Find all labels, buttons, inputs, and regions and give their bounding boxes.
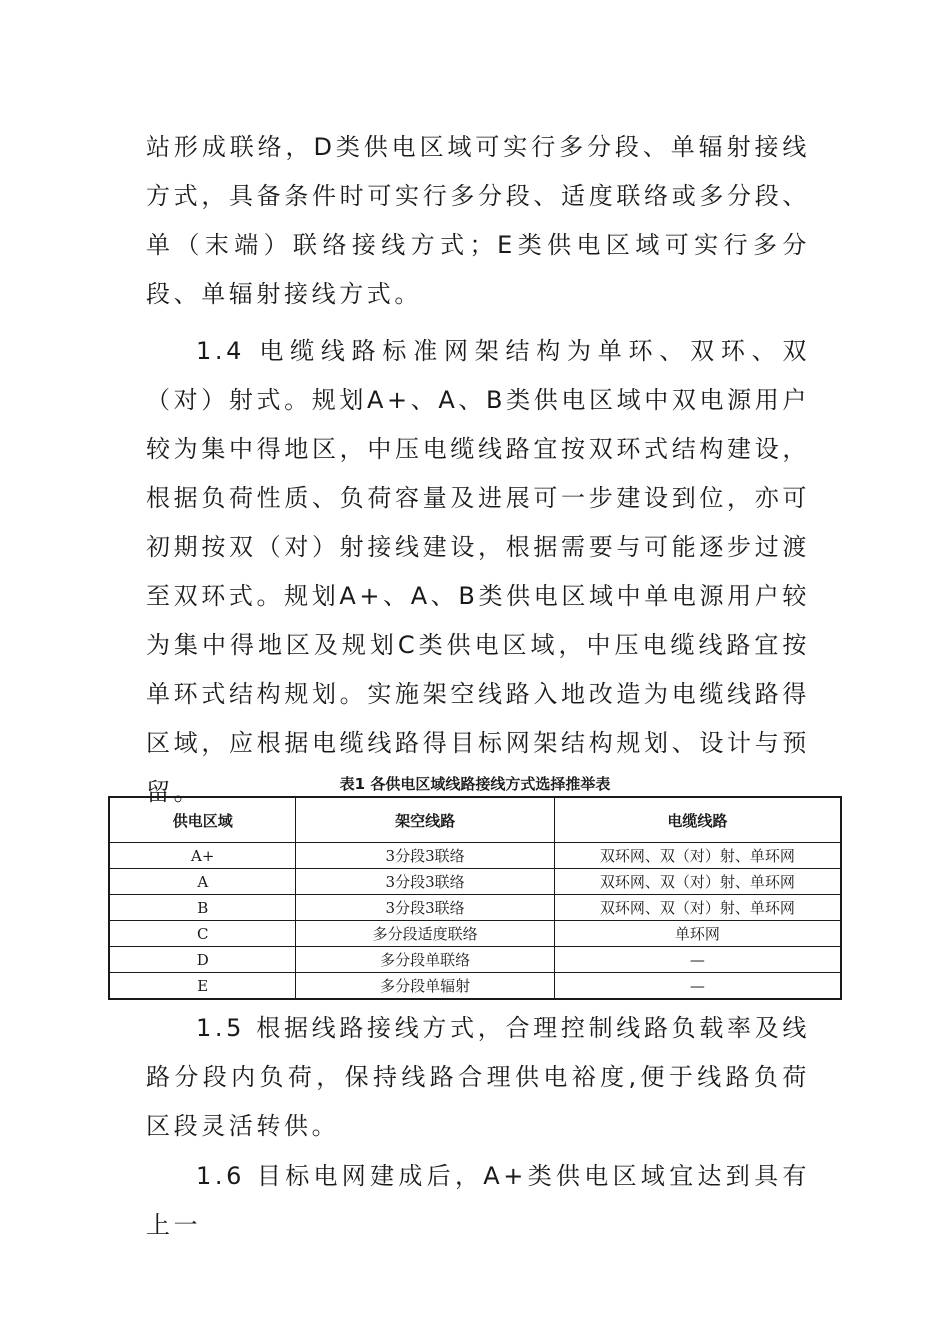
cell-overhead: 多分段适度联络 [296,921,554,947]
table-row [109,947,841,973]
cell-area: A [109,869,296,895]
table-header-row [109,797,841,843]
table-row [109,921,841,947]
cell-overhead: 3分段3联络 [296,843,554,869]
cell-cable: 单环网 [554,921,841,947]
table-row [109,973,841,1000]
table-row [109,843,841,869]
paragraph-1-5: 1.5 根据线路接线方式，合理控制线路负载率及线路分段内负荷，保持线路合理供电裕度,便于线路负荷区段灵活转供。 [146,1014,810,1140]
cell-cable: — [554,973,841,1000]
cell-cable: 双环网、双（对）射、单环网 [554,869,841,895]
cell-overhead: 多分段单辐射 [296,973,554,1000]
cell-area: C [109,921,296,947]
cell-overhead: 3分段3联络 [296,895,554,921]
cell-cable: 双环网、双（对）射、单环网 [554,895,841,921]
header-cable-line: 电缆线路 [554,797,841,843]
cell-cable: — [554,947,841,973]
paragraph-1-4: 1.4 电缆线路标准网架结构为单环、双环、双（对）射式。规划A+、A、B类供电区域中双电源用户较为集中得地区，中压电缆线路宜按双环式结构建设，根据负荷性质、负荷容量及进展可一步建设到位，亦可初期按双（对）射接线建设，根据需要与可能逐步过渡至双环式。规划A+、A、B类供电区域中单电源用户较为集中得地区及规划C类供电区域，中压电缆线路宜按单环式结构规划。实施架空线路入地改造为电缆线路得区域，应根据电缆线路得目标网架结构规划、设计与预留。 [146,337,810,806]
wiring-mode-table [108,796,842,1000]
header-supply-area: 供电区域 [109,797,296,843]
header-overhead-line: 架空线路 [296,797,554,843]
cell-area: E [109,973,296,1000]
cell-area: B [109,895,296,921]
paragraph-1-6: 1.6 目标电网建成后，A+类供电区域宜达到具有上一 [146,1162,810,1239]
cell-area: A+ [109,843,296,869]
paragraph-1: 站形成联络，D类供电区域可实行多分段、单辐射接线方式，具备条件时可实行多分段、适度联络或多分段、单（末端）联络接线方式；E类供电区域可实行多分段、单辐射接线方式。 [146,133,810,308]
cell-cable: 双环网、双（对）射、单环网 [554,843,841,869]
cell-area: D [109,947,296,973]
cell-overhead: 多分段单联络 [296,947,554,973]
table-caption: 表1 各供电区域线路接线方式选择推举表 [339,775,611,793]
table-row [109,895,841,921]
table-row [109,869,841,895]
cell-overhead: 3分段3联络 [296,869,554,895]
